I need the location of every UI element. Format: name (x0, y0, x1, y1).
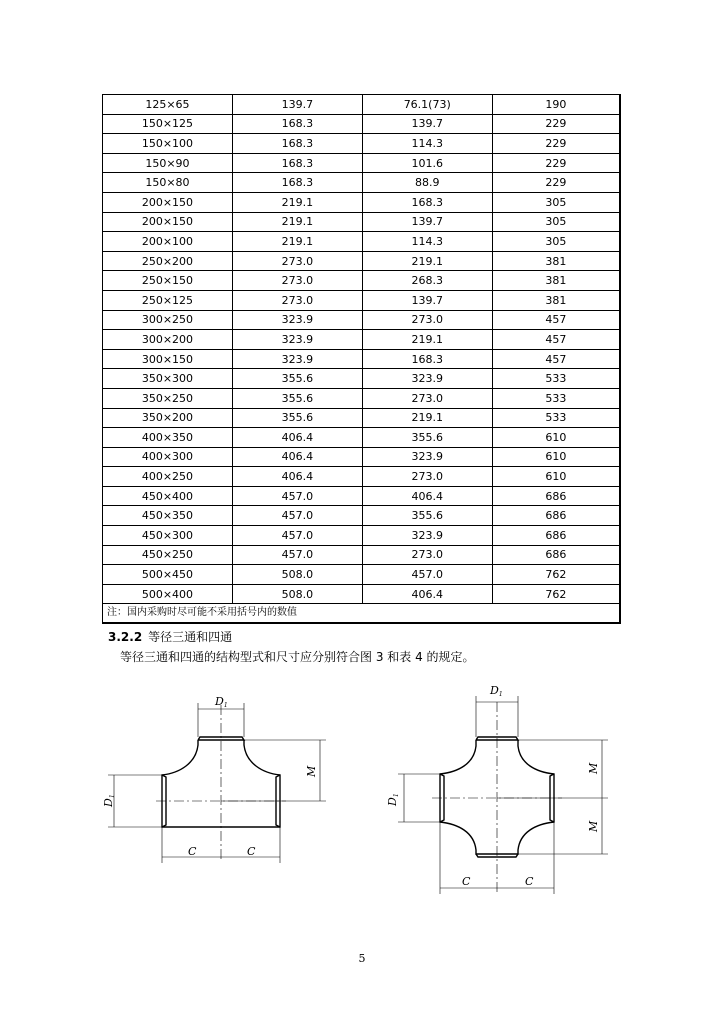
table-cell: 686 (492, 486, 620, 506)
table-cell: 686 (492, 526, 620, 546)
table-cell: 219.1 (232, 192, 362, 212)
table-row (103, 447, 621, 467)
table-cell: 355.6 (362, 506, 492, 526)
table-row (103, 212, 621, 232)
table-cell: 381 (492, 271, 620, 291)
table-cell: 150×100 (103, 134, 233, 154)
table-cell: 323.9 (232, 310, 362, 330)
tee-d-side-label: D1 (102, 794, 116, 807)
table-cell: 610 (492, 428, 620, 448)
table-cell: 457.0 (232, 526, 362, 546)
table-cell: 500×400 (103, 584, 233, 604)
cross-m-top-label: M (587, 762, 600, 774)
table-cell: 168.3 (232, 173, 362, 193)
table-row (103, 486, 621, 506)
table-cell: 450×350 (103, 506, 233, 526)
table-cell: 168.3 (362, 192, 492, 212)
table-row (103, 271, 621, 291)
table-cell: 533 (492, 408, 620, 428)
cross-d-side-label: D1 (386, 793, 400, 806)
table-cell: 381 (492, 251, 620, 271)
cross-m-bottom-label: M (587, 820, 600, 832)
table-cell: 500×450 (103, 565, 233, 585)
table-row (103, 153, 621, 173)
table-row (103, 467, 621, 487)
section-paragraph: 等径三通和四通的结构型式和尺寸应分别符合图 3 和表 4 的规定。 (120, 650, 475, 664)
table-cell: 139.7 (362, 114, 492, 134)
table-row (103, 506, 621, 526)
table-cell: 168.3 (232, 134, 362, 154)
table-cell: 268.3 (362, 271, 492, 291)
table-row (103, 114, 621, 134)
table-cell: 273.0 (232, 271, 362, 291)
table-cell: 450×400 (103, 486, 233, 506)
table-cell: 219.1 (232, 212, 362, 232)
table-cell: 250×150 (103, 271, 233, 291)
table-row (103, 290, 621, 310)
table-cell: 450×300 (103, 526, 233, 546)
table-cell: 533 (492, 388, 620, 408)
table-cell: 300×150 (103, 349, 233, 369)
table-cell: 200×100 (103, 232, 233, 252)
table-row (103, 428, 621, 448)
table-cell: 250×125 (103, 290, 233, 310)
table-cell: 457.0 (362, 565, 492, 585)
table-cell: 150×80 (103, 173, 233, 193)
table-cell: 610 (492, 447, 620, 467)
table-row (103, 545, 621, 565)
tee-c-left-label: C (188, 845, 197, 858)
table-cell: 168.3 (362, 349, 492, 369)
table-row (103, 192, 621, 212)
dimension-table (102, 94, 621, 624)
table-note-row (103, 604, 621, 624)
table-cell: 508.0 (232, 565, 362, 585)
page-number: 5 (358, 952, 366, 965)
table-cell: 150×125 (103, 114, 233, 134)
table-cell: 219.1 (362, 251, 492, 271)
table-cell: 457.0 (232, 486, 362, 506)
table-cell: 125×65 (103, 95, 233, 115)
table-cell: 139.7 (232, 95, 362, 115)
table-cell: 305 (492, 212, 620, 232)
table-note: 注：国内采购时尽可能不采用括号内的数值 (103, 604, 621, 624)
table-cell: 533 (492, 369, 620, 389)
table-cell: 76.1(73) (362, 95, 492, 115)
table-cell: 139.7 (362, 212, 492, 232)
tee-figure (100, 685, 340, 865)
table-cell: 273.0 (362, 310, 492, 330)
section-heading (108, 628, 232, 645)
table-cell: 610 (492, 467, 620, 487)
table-row (103, 526, 621, 546)
table-cell: 168.3 (232, 153, 362, 173)
table-cell: 229 (492, 173, 620, 193)
table-cell: 406.4 (232, 428, 362, 448)
table-cell: 300×200 (103, 330, 233, 350)
table-cell: 114.3 (362, 232, 492, 252)
cross-d-top-label: D1 (490, 684, 503, 698)
table-row (103, 388, 621, 408)
table-cell: 686 (492, 545, 620, 565)
table-cell: 305 (492, 192, 620, 212)
table-cell: 400×300 (103, 447, 233, 467)
table-cell: 450×250 (103, 545, 233, 565)
table-cell: 457.0 (232, 545, 362, 565)
table-cell: 219.1 (362, 408, 492, 428)
tee-d-top-label: D1 (215, 695, 228, 709)
table-cell: 200×150 (103, 212, 233, 232)
cross-c-right-label: C (525, 875, 534, 888)
table-row (103, 232, 621, 252)
table-row (103, 565, 621, 585)
cross-c-left-label: C (462, 875, 471, 888)
table-cell: 323.9 (362, 526, 492, 546)
table-cell: 355.6 (362, 428, 492, 448)
table-cell: 355.6 (232, 369, 362, 389)
table-cell: 457 (492, 330, 620, 350)
table-cell: 300×250 (103, 310, 233, 330)
table-cell: 762 (492, 584, 620, 604)
section-title: 等径三通和四通 (148, 630, 233, 644)
table-cell: 355.6 (232, 388, 362, 408)
table-cell: 762 (492, 565, 620, 585)
table-cell: 229 (492, 114, 620, 134)
table-cell: 381 (492, 290, 620, 310)
table-cell: 350×250 (103, 388, 233, 408)
table-cell: 88.9 (362, 173, 492, 193)
table-cell: 457 (492, 310, 620, 330)
table-cell: 229 (492, 153, 620, 173)
table-cell: 406.4 (362, 486, 492, 506)
table-cell: 273.0 (232, 290, 362, 310)
table-cell: 457 (492, 349, 620, 369)
table-cell: 305 (492, 232, 620, 252)
table-cell: 139.7 (362, 290, 492, 310)
table-row (103, 134, 621, 154)
table-row (103, 95, 621, 115)
table-cell: 508.0 (232, 584, 362, 604)
table-cell: 350×200 (103, 408, 233, 428)
table-cell: 400×250 (103, 467, 233, 487)
section-number: 3.2.2 (108, 630, 143, 644)
table-cell: 406.4 (362, 584, 492, 604)
tee-m-label: M (305, 765, 318, 777)
cross-figure (372, 680, 622, 900)
table-cell: 101.6 (362, 153, 492, 173)
table-row (103, 369, 621, 389)
table-cell: 406.4 (232, 467, 362, 487)
table-cell: 150×90 (103, 153, 233, 173)
table-cell: 168.3 (232, 114, 362, 134)
table-row (103, 330, 621, 350)
table-cell: 323.9 (232, 349, 362, 369)
table-cell: 273.0 (362, 388, 492, 408)
table-row (103, 349, 621, 369)
table-cell: 229 (492, 134, 620, 154)
table-cell: 273.0 (362, 467, 492, 487)
table-cell: 190 (492, 95, 620, 115)
dimension-table-body (103, 95, 621, 624)
table-row (103, 251, 621, 271)
tee-c-right-label: C (247, 845, 256, 858)
table-cell: 457.0 (232, 506, 362, 526)
table-cell: 355.6 (232, 408, 362, 428)
table-cell: 273.0 (362, 545, 492, 565)
table-cell: 406.4 (232, 447, 362, 467)
table-cell: 250×200 (103, 251, 233, 271)
table-row (103, 584, 621, 604)
table-cell: 400×350 (103, 428, 233, 448)
table-row (103, 310, 621, 330)
table-cell: 219.1 (232, 232, 362, 252)
table-cell: 686 (492, 506, 620, 526)
table-cell: 273.0 (232, 251, 362, 271)
table-cell: 323.9 (362, 369, 492, 389)
table-row (103, 408, 621, 428)
table-cell: 323.9 (232, 330, 362, 350)
table-cell: 114.3 (362, 134, 492, 154)
table-cell: 323.9 (362, 447, 492, 467)
table-cell: 200×150 (103, 192, 233, 212)
table-cell: 219.1 (362, 330, 492, 350)
table-row (103, 173, 621, 193)
table-cell: 350×300 (103, 369, 233, 389)
